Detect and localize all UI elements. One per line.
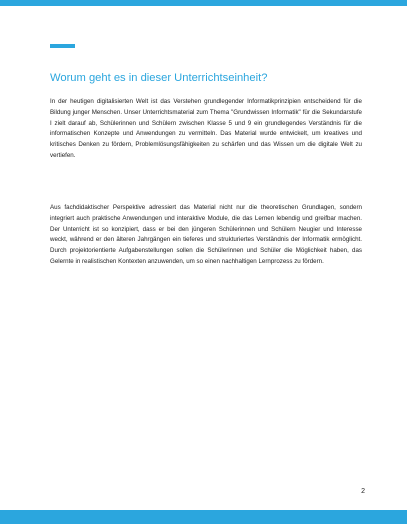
heading-accent-line [50,44,75,48]
intro-paragraph: In der heutigen digitalisierten Welt ist das Verstehen grundlegender Informatikprinzipien entscheidend für die Bildung junger Menschen. Unser Unterrichtsmaterial zum Thema "Grundwissen Informatik" für die Sekundarstufe I zielt darauf ab, Schülerinnen und Schülern zwischen Klasse 5 und 9 ein grundlegendes Verständnis für die informatischen Konzepte und Anwendungen zu vermitteln. Das Material wurde entwickelt, um kreatives und kritisches Denken zu fördern, Problemlösungsfähigkeiten zu schärfen und das Wissen um die digitale Welt zu vertiefen. [50,98,362,159]
top-accent-bar [0,0,407,6]
didactics-paragraph: Aus fachdidaktischer Perspektive adressiert das Material nicht nur die theoretischen Grundlagen, sondern integriert auch praktische Anwendungen und interaktive Module, die das Lernen lebendig und greifbar machen. Der Unterricht ist so konzipiert, dass er bei den jüngeren Schülerinnen und Schülern Neugier und Interesse weckt, während er den älteren Jahrgängen ein tieferes und strukturiertes Verständnis der Informatik ermöglicht. Durch projektorientierte Aufgabenstellungen sollen die Schülerinnen und Schüler die Möglichkeit haben, das Gelernte in realistischen Kontexten anzuwenden, um so einen nachhaltigen Lernprozess zu fördern. [50,204,362,265]
section-heading: Worum geht es in dieser Unterrichtseinheit? [50,72,268,84]
bottom-accent-bar [0,510,407,524]
page-number: 2 [361,488,365,495]
